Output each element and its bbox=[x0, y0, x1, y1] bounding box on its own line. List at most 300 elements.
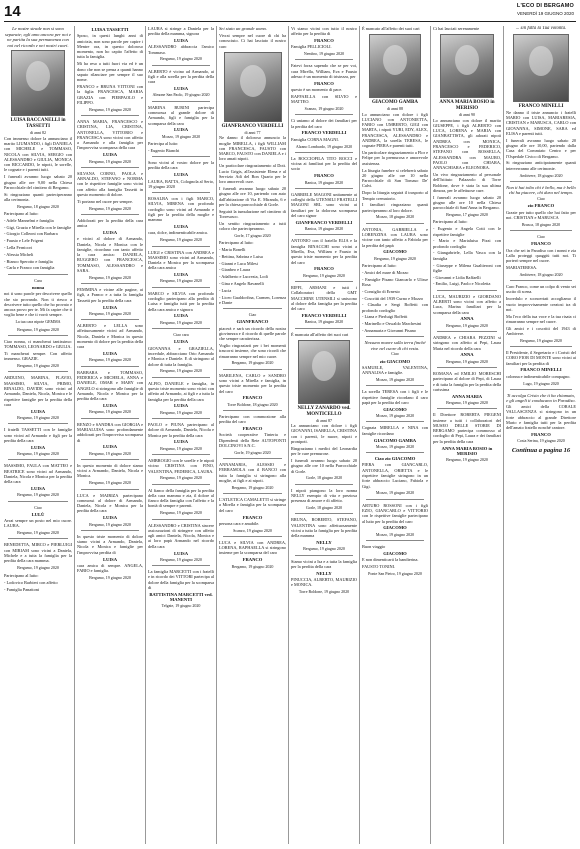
column-5 bbox=[291, 26, 357, 842]
condolence-item: - Gigi, Grazia e Mirella con le famiglie bbox=[4, 224, 72, 230]
column-2 bbox=[77, 26, 143, 842]
notice-date: Mozzo, 19 giugno 2020 bbox=[161, 133, 201, 139]
death-notice bbox=[433, 118, 501, 287]
notice-block bbox=[506, 248, 576, 277]
notice-date: Bergamo, 19 giugno 2020 bbox=[17, 565, 59, 571]
notice-date: Bergamo, 19 giugno 2020 bbox=[160, 409, 202, 415]
notice-text: Ciao bbox=[34, 504, 42, 510]
notice-block bbox=[77, 33, 143, 112]
notice-signature: FRANCO VERDELLI bbox=[301, 312, 347, 318]
notice-date: Bergamo, 19 giugno 2020 bbox=[17, 530, 59, 536]
notice-date: Alzano Lombardo, 19 giugno 2020 bbox=[295, 143, 353, 149]
notice-date: Bergamo, 19 giugno 2020 bbox=[17, 450, 59, 456]
notice-text: LUIGI e CRISTINA con ANDREA e MASSIMO sono vicini ad Armando, Daniela e Monica per la scomparsa della cara amica bbox=[148, 249, 214, 271]
notice-text: Ciao cara bbox=[173, 332, 189, 338]
notice-text: ANTONIA, GABRIELLA e LORENZINA con LAURA sono vicine con tanto affetto a Fabiola per la perdita del papà bbox=[362, 226, 428, 248]
notice-signature: LUISA bbox=[102, 403, 118, 409]
notice-date: Mozzo, 19 giugno 2020 bbox=[375, 413, 415, 419]
notice-divider bbox=[81, 214, 139, 215]
notice-divider bbox=[510, 230, 572, 231]
notice-text: ALESSANDRO e CRISTINA sincere assicurazioni di stringere con affetto agli amici Daniela, Nicola, Monica e ai loro papà Armando nel ricordo della cara bbox=[148, 522, 214, 549]
condolence-item: - Claudia e Sergi Boffetti con profondo cordoglio bbox=[362, 302, 428, 313]
notice-date: Bergamo, 19 giugno 2020 bbox=[160, 556, 202, 562]
notice-text: Gli amici della CORALE VALLASCENZA si stringono in un forte abbraccio al grande Direttore Mario e famiglia tutti per la perdita dell'amato fratello nonché cantore. bbox=[506, 404, 576, 431]
death-notice bbox=[4, 136, 72, 271]
notice-date: Ranica, 19 giugno 2020 bbox=[304, 319, 344, 325]
notice-text: Ciao bbox=[248, 312, 257, 318]
notice-signature: FRANCO bbox=[242, 395, 263, 401]
notice-text: Un particolare ringraziamento a Flor e Felipe per la premurosa e amorevole assistenza. bbox=[362, 150, 428, 166]
condolence-item: - Famiglia Panattoni bbox=[4, 587, 40, 593]
continued-on-page: Continua a pagina 16 bbox=[511, 446, 571, 454]
notice-block bbox=[4, 518, 72, 535]
notice-divider bbox=[295, 59, 353, 60]
notice-divider bbox=[81, 459, 139, 460]
death-notice bbox=[219, 135, 286, 305]
notice-text: Fatevi forza sapendo che se per voi, cara Mirella, William, Eva e Fausto adesso è un momento di tristezza, per bbox=[291, 63, 357, 80]
notice-text: FRANCO e BRUNA VITTONI con la figlia FRANCESCA, MARIA GRAZIA con PIERPAOLO e FILIPPO. bbox=[77, 83, 143, 105]
notice-text: e vicini al dolore di Armando, Daniela, Nicola e Monica con le famiglie, ricordano con tanto affetto la cara amica: DANIELA, RUGGERO con FRANCESCA, TOMMASO, ALESSANDRO e SARA. bbox=[77, 236, 143, 274]
notice-text: Cara bbox=[34, 277, 42, 283]
portrait-photo bbox=[224, 52, 282, 122]
deceased-name: GIACOMO GAMBA bbox=[372, 100, 418, 106]
notice-block bbox=[219, 326, 286, 366]
notice-text: ANNAMARIA, ALESSIO e FERRAMOLA con il BANCO con tutta la famiglia si stringono alla moglie, ai figli e ai nipoti. bbox=[219, 462, 286, 484]
notice-text: Ma l'eco della tua voce e la tua risata ci rimarranno sempre nel cuore. bbox=[506, 313, 576, 324]
newspaper-name: L'ECO DI BERGAMO bbox=[516, 3, 574, 9]
notice-text: cara amica di sempre. ANGELA, FABIO e famiglia. bbox=[77, 562, 143, 574]
notice-text: Voglio ringraziarti per i bei momenti trascorsi insieme, che sono ricordi che rimarranno sempre nel mio cuore. bbox=[219, 343, 286, 359]
notice-text: La liturgia funebre si celebrerà sabato 20 giugno alle ore 10 nella Parrocchiale di San Tomaso De' Calvi. bbox=[362, 167, 428, 189]
notice-date: Ranica, 19 giugno 2020 bbox=[304, 226, 344, 232]
deceased-name: GIANFRANCO VERDELLI bbox=[221, 123, 284, 129]
notice-date: Bergamo, 19 giugno 2020 bbox=[160, 56, 202, 62]
notice-divider bbox=[152, 377, 210, 378]
notice-block bbox=[433, 412, 501, 462]
notice-divider bbox=[8, 274, 68, 275]
condolence-item: - Giangabriele, Lella Vasca con la famiglia bbox=[433, 250, 501, 261]
notice-divider bbox=[366, 540, 424, 541]
column-rule bbox=[359, 26, 360, 844]
notice-date: Bergamo, 19 giugno 2020 bbox=[89, 450, 131, 456]
notice-divider bbox=[366, 452, 424, 453]
notice-divider bbox=[152, 65, 210, 66]
notice-block bbox=[4, 463, 72, 497]
notice-block bbox=[291, 192, 357, 232]
deceased-name: ANNA MARIA BOSIO in MERISIO bbox=[439, 100, 495, 112]
notice-divider bbox=[8, 335, 68, 336]
notice-text: ANDREA e CHIARA PEZZINI si stringono con affetto ai Pepi, Laura Maria nel ricordo della cara bbox=[433, 334, 501, 351]
notice-text: RIFFI, ARMANI e tutti i Collaboratori della GMT MACCHINE UTENSILI si uniscono al dolore della famiglia per la perdita del caro bbox=[291, 284, 357, 312]
notice-signature: GIACOMO bbox=[383, 406, 407, 412]
notice-date: Bergamo, 17 giugno 2020 bbox=[446, 212, 488, 218]
notice-block bbox=[362, 26, 428, 31]
condolence-item: - Fausto e Lele Frigeni bbox=[4, 238, 44, 244]
notice-block bbox=[362, 425, 428, 449]
notice-text: La annunciano con dolore i figli GIOVANNI, ISABELLA, CRISTINA con i parenti, le nuore, nipoti e pronipoti. bbox=[291, 423, 357, 445]
notice-block bbox=[148, 569, 214, 609]
notice-text: Grazie per tutto quello che hai fatto per noi. CRISTIAN e MARUSCA bbox=[506, 209, 576, 220]
notice-signature: GIACOMO bbox=[383, 525, 407, 531]
notice-date: Scanzo, 19 giugno 2020 bbox=[304, 106, 344, 112]
notice-divider bbox=[510, 280, 572, 281]
notice-block bbox=[148, 488, 214, 516]
notice-divider bbox=[295, 234, 353, 235]
notice-signature: FRANCO bbox=[242, 557, 263, 563]
notice-text: Lo annunciano con dolore il marito GIUSEPPE, i figli ALBERTO con LUCA, LORENA e MARIA con GIANBATTISTA, gli adorati nipoti ANDREA con MONICA, FRANCESCO e FEDERICO, STEFANO con ROSSELLA, ALESSANDRA con MAURO, PAOLO con CHIARA, ANNACHIARA e ELEONORA. bbox=[433, 117, 501, 171]
notice-date: Bergamo, 19 giugno 2020 bbox=[17, 492, 59, 498]
notice-date: Bergamo, 19 giugno 2020 bbox=[160, 475, 202, 481]
notice-date: Bergamo, 19 giugno 2020 bbox=[17, 414, 59, 420]
notice-signature: LUISA bbox=[102, 351, 118, 357]
notice-signature: NELLY bbox=[316, 540, 332, 545]
notice-text: Ciao bbox=[537, 234, 545, 240]
notice-text: In questo triste momento di dolore siamo vicini a Armando, Daniela, Nicola e Monica e famiglie per l'improvvisa perdita di bbox=[77, 533, 143, 555]
memorial-quote: Le nostre strade non si sono separate; egli amo ancora per noi e ne partita la sua permanenza con noi nel ricordo e nei nostri cuori. bbox=[4, 26, 72, 48]
notice-divider bbox=[152, 454, 210, 455]
notice-date: Mozzo, 19 giugno 2020 bbox=[375, 531, 415, 537]
notice-text: Ciao bbox=[391, 351, 399, 357]
notice-block bbox=[148, 458, 214, 481]
notice-signature: FRANCO bbox=[314, 173, 334, 179]
notice-block bbox=[219, 462, 286, 490]
notice-date: Bergamo, 19 giugno 2020 bbox=[160, 368, 202, 374]
notice-divider bbox=[152, 328, 210, 329]
notice-date: Bergamo, 19 giugno 2020 bbox=[231, 563, 274, 569]
condolence-title: Partecipano al lutto: bbox=[433, 219, 468, 225]
notice-block bbox=[148, 69, 214, 98]
notice-block bbox=[77, 171, 143, 211]
notice-date: Ranica, 19 giugno 2020 bbox=[304, 179, 344, 185]
notice-signature: LUISA bbox=[173, 550, 189, 556]
condolence-item: - Giovanni e Lidia Raffaelli bbox=[433, 274, 481, 280]
notice-block bbox=[77, 463, 143, 486]
notice-text: In questo momento di dolore siamo vicini a Armando, Daniela, Nicola e Monica. bbox=[77, 462, 143, 479]
notice-text: RENZO e SANDRA con GIORGIA e MARIALUISA sono profondamente addolorati per l'improvvisa scomparsa di bbox=[77, 421, 143, 443]
notice-block bbox=[77, 422, 143, 456]
notice-block bbox=[506, 210, 576, 227]
notice-signature: FRANCO bbox=[531, 241, 551, 247]
deceased-name: NELLY ZANARDO ved. MONTICELLO bbox=[297, 405, 351, 417]
deceased-age: di anni 82 bbox=[30, 130, 46, 136]
notice-block bbox=[219, 373, 286, 407]
notice-text: I funerali avranno luogo sabato 20 giugno alle ore 10 nella Parrocchiale di Gorle. bbox=[291, 457, 357, 474]
notice-divider bbox=[366, 499, 424, 500]
notice-divider bbox=[152, 156, 210, 157]
notice-text: L'ATLETICA CAMALETTI si stringe a Mirella e famiglia per la scomparsa del caro bbox=[219, 497, 286, 513]
notice-date: Nembro, 19 giugno 2020 bbox=[303, 51, 345, 57]
notice-signature: GIACOMO bbox=[383, 249, 407, 255]
condolence-title: Partecipano al lutto: bbox=[4, 573, 39, 579]
notice-divider bbox=[152, 101, 210, 102]
notice-block bbox=[219, 540, 286, 569]
notice-signature: ANNA MARIA BOSIO in MERISIO bbox=[441, 445, 493, 456]
notice-divider bbox=[510, 389, 572, 390]
notice-block bbox=[362, 544, 428, 576]
notice-text: È mancato all'affetto dei suoi cari bbox=[362, 26, 420, 31]
portrait-photo bbox=[513, 34, 569, 102]
notice-signature: FRANCO MINELLI bbox=[520, 367, 562, 373]
notice-text: Con immenso dolore la annunciano il marito LIUMANDO, i figli DANIELA con MICHELE e TOMMASO, NICOLA con SILVIA, SERGIO con ALESSANDRO e GIULIA, MONICA con RICCARDO, le nipoti, le sorelle, le cognate e i parenti tutti. bbox=[4, 135, 72, 173]
notice-date: Brusca, 18 giugno 2020 bbox=[521, 221, 561, 227]
notice-date: Gorle, 18 giugno 2020 bbox=[305, 475, 343, 481]
notice-divider bbox=[152, 192, 210, 193]
notice-block bbox=[77, 287, 143, 316]
notice-divider bbox=[366, 223, 424, 224]
notice-signature: LUISA bbox=[173, 86, 189, 92]
notice-text: La sorella TERESA con i figli e le rispettive famiglie ricordano il caro papà per la perdita del caro bbox=[362, 389, 428, 406]
notice-divider bbox=[152, 418, 210, 419]
notice-text: ROMANA ed EMILIO MORESCHI partecipano al dolore di Pepi, di Laura e di tutta la famiglia per la perdita della carissima bbox=[433, 370, 501, 392]
notice-block bbox=[433, 371, 501, 405]
notice-divider bbox=[295, 114, 353, 115]
notice-block bbox=[4, 427, 72, 456]
notice-date: Bergamo, 19 giugno 2020 bbox=[89, 480, 131, 486]
deceased-age: di anni 77 bbox=[244, 129, 261, 135]
condolence-title: Partecipano al lutto: bbox=[362, 263, 397, 269]
column-7 bbox=[433, 26, 501, 842]
notice-divider bbox=[8, 423, 68, 424]
notice-text: SAMUELE, VALENTINA, ANNALISA e famiglie. bbox=[362, 365, 428, 376]
notice-signature: FRANCO bbox=[314, 38, 334, 44]
condolence-title: Partecipano al lutto: bbox=[219, 240, 254, 246]
condolence-item: - Mario e Marialuisa Pizzi con profondo cordoglio bbox=[433, 238, 501, 249]
notice-text: La famiglia MARCETTI con i fratelli e in ricordo dei VITTORI partecipa al dolore della famiglia per la scomparsa di bbox=[148, 569, 214, 591]
notice-date: Bergamo, 19 giugno 2020 bbox=[160, 237, 202, 243]
notice-text: Un particolare ringraziamento al Dott. Lucio Grigis, all'assistente Elena e al Servizio Adi del Bon Quarto per le loro amorevoli cure. bbox=[219, 163, 286, 185]
notice-date: Bergamo, 19 giugno 2020 bbox=[89, 357, 131, 363]
notice-block bbox=[291, 332, 357, 337]
notice-date: Torre Boldone, 18 giugno 2020 bbox=[227, 401, 278, 407]
condolence-item: - Emilio, Luigi, Paolo e Nicoletta bbox=[433, 281, 491, 287]
deceased-age: di anni 88 bbox=[387, 106, 403, 112]
notice-signature: zio FRANCO bbox=[527, 203, 555, 209]
portrait-photo bbox=[11, 50, 65, 116]
notice-text: FAUSTO TONINI. bbox=[362, 563, 396, 569]
notice-divider bbox=[81, 167, 139, 168]
death-notice bbox=[362, 112, 428, 220]
notice-block bbox=[77, 370, 143, 415]
notice-text: Sposo, in questi lunghi anni di amicizia, non sono parole per capire i Mentre ora, in questo doloroso momento, non ho capito l'affetto di tutta la famiglia. bbox=[77, 33, 143, 60]
notice-signature: nonna bbox=[31, 285, 45, 290]
notice-date: Bergamo, 19 giugno 2020 bbox=[17, 363, 59, 369]
notice-block bbox=[219, 26, 286, 49]
notice-text: Ci hai lasciati serenamente bbox=[433, 26, 480, 31]
condolence-list bbox=[4, 218, 72, 271]
notice-signature: GIANFRANCO bbox=[236, 319, 269, 325]
notice-text: I fratelli TASSETTI con le famiglie sono vicini ad Armando e figli per la perdita della cara bbox=[4, 427, 72, 443]
condolence-item: - Alessia Micheli bbox=[4, 251, 34, 257]
notice-text: GABRIELE MAGONI unitamente ai colleghi della UTENSILI FRATELLI MAGONI SRL sono vicini ai familiari per la dolorosa scomparsa del caro signor bbox=[291, 191, 357, 219]
notice-text: ARTURO ROSSONI con i figli EZIO, GIANCARLO e VITTORIO con le rispettive famiglie partecipano al lutto per la perdita del caro bbox=[362, 502, 428, 524]
condolence-item: - Gina e Angelo Ravanelli bbox=[219, 280, 264, 286]
notice-signature: FRANCO bbox=[242, 514, 263, 520]
deceased-name: LUISA BACCANELLI in TASSETTI bbox=[10, 118, 66, 130]
notice-block bbox=[506, 404, 576, 444]
notice-text: Caro Franco, come un colpo di vento sei uscito di scena. bbox=[506, 284, 576, 295]
condolence-item: - Eugenio e Angela Cotti con le rispettive famiglie bbox=[433, 226, 501, 237]
notice-date: Bergamo, 19 giugno 2020 bbox=[17, 326, 59, 332]
notice-divider bbox=[223, 458, 282, 459]
notice-text: Si ringraziano anticipatamente quanti interverranno alle cerimonie. bbox=[506, 160, 576, 171]
notice-text: ANNA MARIA, FRANCESCO e CRISTINA, LIA, CRISTINA, ANTONELLA, VITTORIO e FRANCESCA sono vicini con affetto a Armando e alla famiglia per l'improvvisa scomparsa della cara bbox=[77, 118, 143, 151]
condolence-item: - Gianni e Luca Milesi bbox=[219, 260, 258, 266]
memorial-quote: ... sin fatta la Tua volontà. bbox=[515, 26, 567, 31]
column-rule bbox=[145, 26, 146, 844]
notice-date: Mozzo, 19 giugno 2020 bbox=[375, 490, 415, 496]
notice-text: questo è un momento di pace. bbox=[291, 87, 343, 93]
notice-text: BENEDETTA, MIRCO e PIERLUIGI con MIRIAM sono vicini a Daniela, Michele e a tutta la famiglia per la perdita della cara mamma. bbox=[4, 542, 72, 564]
notice-divider bbox=[81, 418, 139, 419]
notice-text: Il Direttore ROBERTA PIEGENI insieme a tutti i collaboratori del MUSEO DELLE STORIE DI BERGAMO partecipa commosso al cordoglio di Pepi, Laura e dei familiari per la perdita della cara bbox=[433, 412, 501, 444]
notice-text: MARINA BURINI partecipa commossa al grande dolore di Armando, figli e famiglia per la scomparsa della cara bbox=[148, 104, 214, 126]
notice-block bbox=[291, 285, 357, 325]
notice-block bbox=[77, 119, 143, 164]
notice-text: LAURA, BATTA, Colognola al Serio, 19 giugno 2020 bbox=[148, 178, 214, 189]
notice-text: PAOLO e PIUNA partecipano al dolore di Armando, Daniela, Nicola e Monica per la perdita della cara bbox=[148, 421, 214, 438]
notice-signature: Ciao zio GIACOMO bbox=[374, 456, 416, 462]
notice-divider bbox=[223, 410, 282, 411]
notice-block bbox=[362, 503, 428, 537]
notice-divider bbox=[295, 484, 353, 485]
notice-text: ANTONIO con il fratello ELIA e la famiglia BINACCHI sono vicini a Mirella, Eva, William e Fausto in questo triste momento per la perdita del caro bbox=[291, 238, 357, 265]
notice-block bbox=[433, 294, 501, 328]
condolence-list bbox=[4, 573, 72, 592]
notice-date: Bergamo, 19 giugno 2020 bbox=[520, 337, 562, 343]
notice-date: Bergamo, 19 giugno 2020 bbox=[446, 399, 488, 405]
notice-text: Avrai sempre un posto nel mio cuore. LAURA. bbox=[4, 518, 72, 529]
notice-divider bbox=[152, 246, 210, 247]
condolence-item: - Gianbeo e Laura bbox=[219, 267, 251, 273]
condolence-item: - Adalberto e Lucrezia, Lodi bbox=[219, 274, 268, 280]
notice-divider bbox=[152, 565, 210, 566]
notice-text: Un sentito ringraziamento a tutti coloro che parteciperanno. bbox=[219, 220, 286, 232]
notice-divider bbox=[8, 501, 68, 502]
condolence-item: - Giuseppe e Milena Gualtieroni con figlie bbox=[433, 262, 501, 273]
notice-signature: LUISA bbox=[173, 403, 189, 409]
notice-signature: ANNA bbox=[460, 352, 474, 358]
header-rule bbox=[4, 21, 576, 22]
notice-text: Lo annunciano con dolore i figli LUCIANO con ANTONIETTA, FABIO con UMBERTO, GIGI con MARTA, i nipoti YURI, EDY, ALEX, FRANCESCA, ALESSANDRO e ANDREA, la sorella TERESA, le cognate PIERA e parenti tutti. bbox=[362, 111, 428, 149]
notice-divider bbox=[8, 371, 68, 372]
notice-block bbox=[4, 339, 72, 368]
notice-signature: FRANCO VERDELLI bbox=[301, 130, 347, 136]
notice-block bbox=[433, 335, 501, 364]
notice-signature: ANNA MARIA bbox=[451, 393, 483, 399]
notice-text: LUCA e SILVIA con ANDREA, LORENA, RAPHAELLA si stringono insieme per la scomparsa del caro bbox=[219, 539, 286, 556]
notice-signature: LUISA bbox=[173, 38, 189, 44]
notice-signature: LUISA bbox=[102, 304, 118, 310]
notice-divider bbox=[152, 519, 210, 520]
notice-date: Bergamo, 19 giugno 2020 bbox=[89, 409, 131, 415]
notice-text: I funerali avranno luogo sabato 20 giugno alle ore 10 nella Chiesa parrocchiale di Sant'Anna in Bergamo. bbox=[433, 194, 501, 211]
notice-text: Ti portano nel cuore per sempre. bbox=[77, 198, 133, 204]
column-3 bbox=[148, 26, 214, 842]
notice-signature: LUISA bbox=[173, 439, 189, 445]
notice-block bbox=[506, 350, 576, 386]
notice-text: Vivrai sempre nel cuore di chi ha conosciuto. Ci hai lasciato il nostro caro bbox=[219, 33, 286, 49]
notice-text: ALESSANDRO abbraccia l'amico Tommaso. bbox=[148, 44, 214, 55]
notice-block bbox=[291, 156, 357, 185]
notice-divider bbox=[366, 336, 424, 337]
notice-text: Dopo la liturgia seguirà il trasporto al Tempio crematorio. bbox=[362, 190, 428, 201]
notice-date: Bergamo, 19 giugno 2020 bbox=[89, 205, 131, 211]
notice-text: Incredulo e sconcertati accogliamo il vuoto improvvisamente creatosi tra di noi. bbox=[506, 296, 576, 312]
notice-text: Sono vicini al vostro dolore per la perdita della cara bbox=[148, 160, 214, 171]
notice-signature: FRANCO bbox=[314, 266, 334, 272]
page-number: 14 bbox=[4, 3, 21, 20]
notice-divider bbox=[152, 484, 210, 485]
notice-block bbox=[148, 523, 214, 563]
notice-text: Ciao nonna, ci mancherai tantissimo: TOMMASO, LEONARDO e GIULIA. bbox=[4, 338, 72, 350]
portrait-photo bbox=[369, 34, 421, 98]
condolence-item: - Bianco Sperotto e famiglia bbox=[4, 258, 53, 264]
notice-signature: NELLY bbox=[316, 570, 332, 576]
notice-divider bbox=[295, 188, 353, 189]
notice-block bbox=[148, 160, 214, 189]
notice-block bbox=[291, 63, 357, 111]
condolence-item: - Liceo Gualdorfina, Carmen, Lorenza e Dante bbox=[219, 294, 286, 305]
condolence-item: - Carla e Franco con famiglia bbox=[4, 265, 55, 271]
notice-date: Bergamo, 19 giugno 2020 bbox=[160, 445, 202, 451]
notice-date: Bergamo, 19 giugno 2020 bbox=[446, 457, 488, 463]
notice-date: Bergamo, 19 giugno 2020 bbox=[303, 272, 345, 278]
notice-text: piacerà e sarà un ricordo della nostra giovinezza e il ricordo di quelle parole che sempre caratterizza. bbox=[219, 325, 286, 342]
notice-signature: LUISA bbox=[173, 313, 189, 319]
notice-signature: LUISA bbox=[173, 127, 189, 133]
notice-text: Partecipano con commozione alla perdita del caro bbox=[219, 414, 286, 425]
notice-text: La BOCCIOFILA TITO ROCCI e vicina ai familiari per la perdita del socio bbox=[291, 155, 357, 172]
notice-text: MASSIMO, FAULA con MATTEO e BEATRICE sono vicini ad Armando, Daniela, Nicola e Monica per la perdita della cara bbox=[4, 463, 72, 485]
notice-date: Ambivere, 18 giugno 2020 bbox=[519, 271, 563, 277]
notice-block bbox=[77, 534, 143, 580]
notice-block bbox=[219, 497, 286, 533]
notice-divider bbox=[437, 367, 497, 368]
deceased-age: di anni 90 bbox=[459, 112, 475, 118]
notice-text: Ne danno il triste annuncio i fratelli MARIO con LUISA, MARIARESIA, CRISTIAN e MARUSCA, CARLO con GIOVANNA, SIMONE, SARA ed ELISA e parenti tutti. bbox=[506, 109, 576, 136]
column-4 bbox=[219, 26, 286, 842]
notice-block bbox=[506, 284, 576, 343]
notice-text: Cognata MIRELLA e NINA con famiglie ricordano bbox=[362, 425, 428, 436]
condolence-item: - Liana e Pierluigi Boffetti bbox=[362, 314, 408, 320]
notice-divider bbox=[295, 281, 353, 282]
column-rule bbox=[74, 26, 75, 844]
notice-date: Bergamo, 19 giugno 2020 bbox=[231, 484, 274, 490]
condolence-item: - Annamaria e Giovanni Pisano bbox=[362, 327, 416, 333]
notice-date: Bergamo, 19 giugno 2020 bbox=[446, 322, 488, 328]
notice-text: Un vivo ringraziamento al personale dell'Istituto Palazzolo di Torre Boldone, dove è stata la sua ultima dimora, per le affettuose cure. bbox=[433, 172, 501, 193]
notice-signature: LUISA bbox=[102, 230, 118, 235]
condolence-item: - Eugenio Bianchi bbox=[148, 147, 180, 153]
notice-block bbox=[77, 493, 143, 527]
condolence-item: - Bettina, Sabrina e Luisa bbox=[219, 253, 263, 259]
notice-block bbox=[291, 559, 357, 595]
notice-divider bbox=[81, 115, 139, 116]
notice-block bbox=[433, 26, 501, 31]
notice-signature: LUISA bbox=[30, 444, 46, 450]
notice-divider bbox=[437, 408, 497, 409]
death-notice bbox=[506, 110, 576, 178]
notice-text: ALFIO, DANIELE e famiglia, in questo triste momento sono vicini con affetto ad Armando, ai figli e a tutta la famiglia per la perdita della cara bbox=[148, 380, 214, 402]
notice-date: Bergamo, 19 giugno 2020 bbox=[303, 546, 345, 552]
notice-date: Bergamo, 19 giugno 2020 bbox=[89, 521, 131, 527]
notice-block bbox=[77, 218, 143, 280]
notice-text: BARBARA e TOMMASO, FEDERICA e MICHELA, ANNA e DANIELE, OMAR e MARY con ANGELO si stringono alle famiglie di Armando, Nicola e Monica per la perdita della cara bbox=[77, 369, 143, 402]
notice-date: Ambivere, 18 giugno 2020 bbox=[519, 172, 563, 178]
notice-signature: LUISA TASSETTI bbox=[91, 27, 129, 32]
notice-date: Bergamo, 19 giugno 2020 bbox=[160, 278, 202, 284]
notice-signature: FRANCO bbox=[314, 80, 334, 86]
